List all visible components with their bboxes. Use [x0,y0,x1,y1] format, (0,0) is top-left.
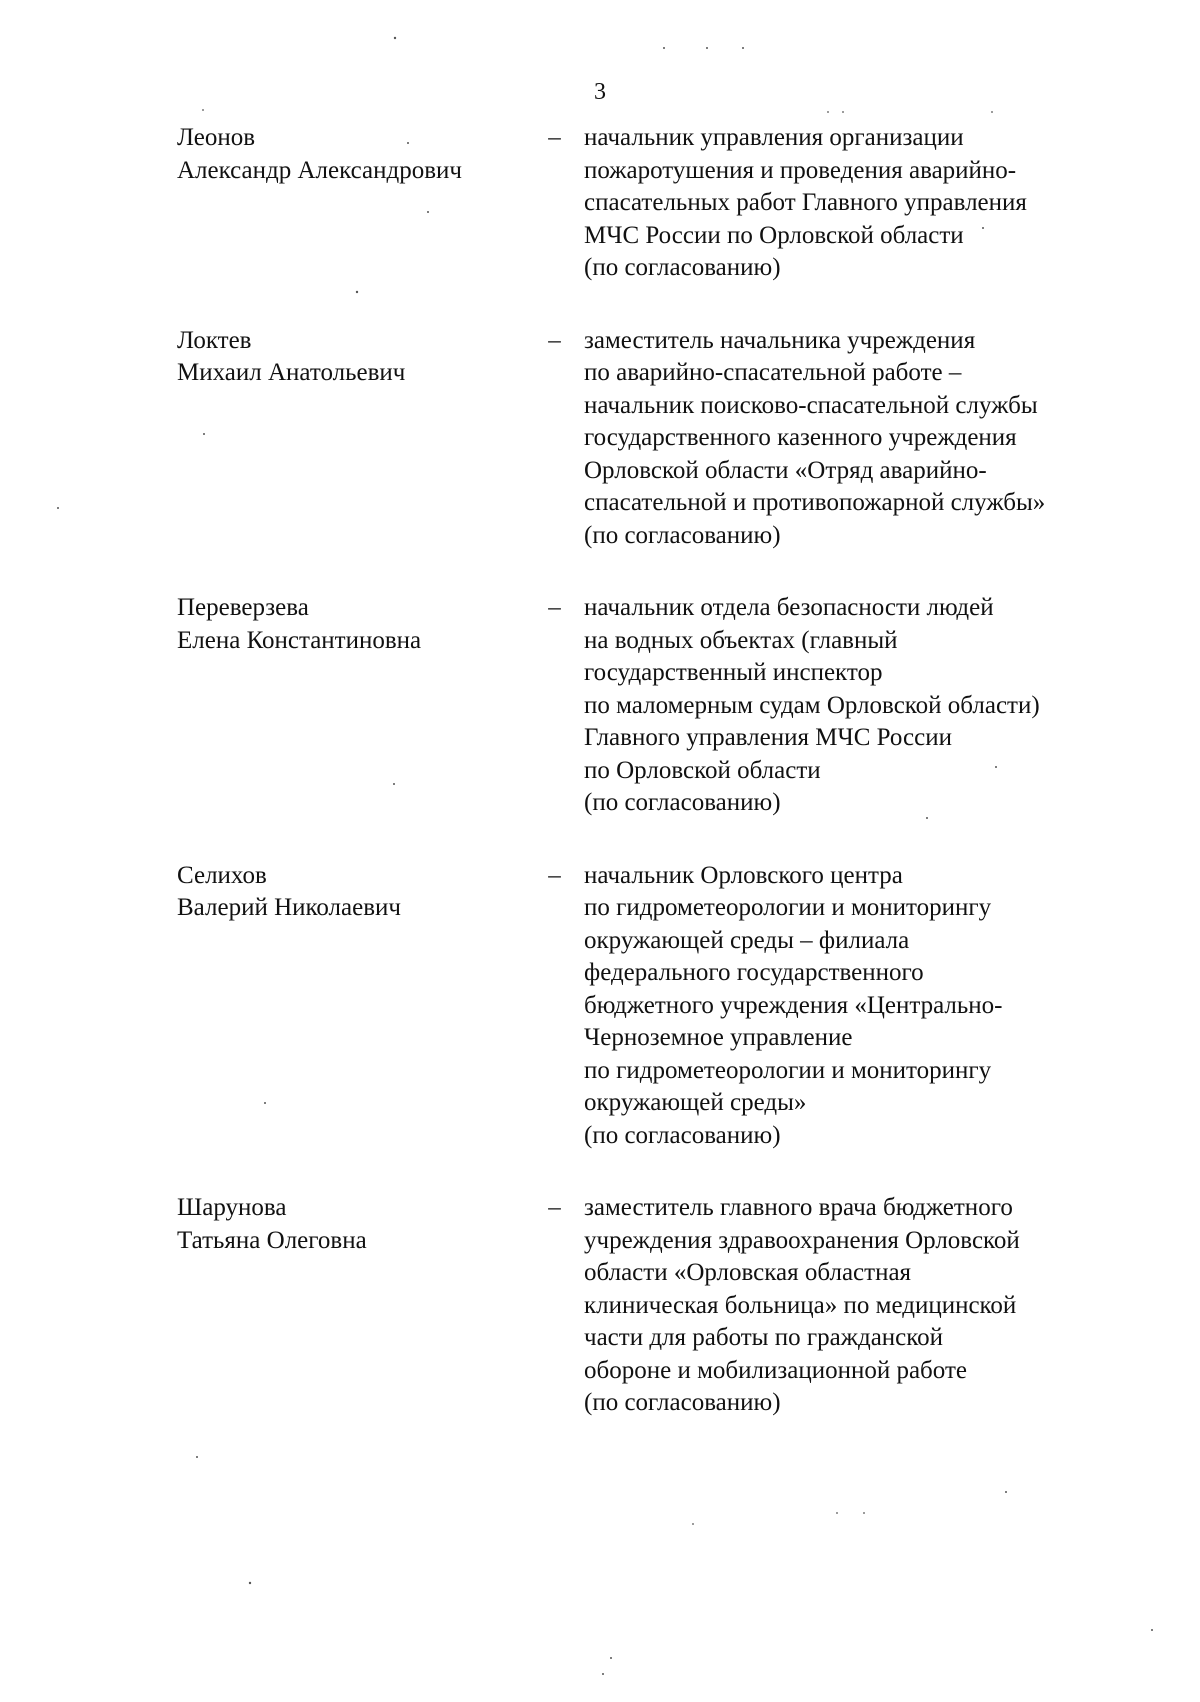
position-line: федерального государственного [584,959,924,986]
separator-dash: – [548,124,561,151]
member-name [177,860,525,925]
member-name [177,122,525,187]
member-entry [177,860,1117,1153]
position-line: МЧС России по Орловской области [584,221,964,249]
position-line: Черноземное управление [584,1024,853,1051]
position-line: области «Орловская областная [584,1259,912,1286]
position-line: (по согласованию) [584,254,781,281]
position-line: учреждения здравоохранения Орловской [584,1226,1020,1254]
position-line: Орловской области «Отряд аварийно- [584,456,987,484]
separator-dash: – [548,861,561,889]
position-line: государственный инспектор [584,659,883,686]
position-line: спасательной и противопожарной службы» [584,489,1046,516]
page-number: 3 [594,79,606,105]
member-name [177,592,525,657]
position-line: заместитель главного врача бюджетного [584,1194,1013,1221]
position-line: (по согласованию) [584,1121,781,1149]
member-position [584,325,1117,553]
member-position [584,592,1117,820]
member-position [584,860,1117,1153]
position-line: пожаротушения и проведения аварийно- [584,156,1017,184]
member-given-names: Александр Александрович [177,156,462,184]
member-surname: Переверзева [177,594,309,621]
member-given-names: Елена Константиновна [177,626,422,654]
position-line: начальник поисково-спасательной службы [584,391,1038,419]
member-given-names: Михаил Анатольевич [177,359,406,386]
member-entry [177,592,1117,820]
separator-dash: – [548,326,561,354]
member-position [584,122,1117,285]
position-line: заместитель начальника учреждения [584,326,976,354]
position-line: государственного казенного учреждения [584,424,1017,451]
position-line: начальник Орловского центра [584,861,903,889]
member-surname: Локтев [177,326,252,354]
position-line: окружающей среды» [584,1089,807,1116]
separator-dash: – [548,1194,561,1221]
member-surname: Шарунова [177,1194,287,1221]
position-line: на водных объектах (главный [584,626,898,654]
member-entry [177,122,1117,285]
position-line: обороне и мобилизационной работе [584,1356,967,1384]
member-list [177,122,1117,1420]
member-entry [177,1192,1117,1420]
position-line: начальник управления организации [584,124,964,151]
separator-dash: – [548,594,561,621]
member-given-names: Валерий Николаевич [177,894,401,921]
member-name [177,325,525,390]
position-line: (по согласованию) [584,789,781,816]
position-line: по маломерным судам Орловской области) [584,691,1040,719]
position-line: по аварийно-спасательной работе – [584,359,962,386]
member-entry [177,325,1117,553]
member-surname: Леонов [177,124,256,151]
position-line: начальник отдела безопасности людей [584,594,994,621]
position-line: окружающей среды – филиала [584,926,910,954]
member-surname: Селихов [177,861,267,889]
position-line: части для работы по гражданской [584,1324,944,1351]
position-line: клиническая больница» по медицинской [584,1291,1017,1319]
position-line: по гидрометеорологии и мониторингу [584,894,992,921]
position-line: Главного управления МЧС России [584,724,952,751]
member-position [584,1192,1117,1420]
position-line: (по согласованию) [584,1389,781,1416]
member-name [177,1192,525,1257]
position-line: по Орловской области [584,756,821,784]
position-line: (по согласованию) [584,521,781,549]
member-given-names: Татьяна Олеговна [177,1226,367,1254]
position-line: бюджетного учреждения «Центрально- [584,991,1003,1019]
position-line: спасательных работ Главного управления [584,189,1027,216]
position-line: по гидрометеорологии и мониторингу [584,1056,992,1084]
